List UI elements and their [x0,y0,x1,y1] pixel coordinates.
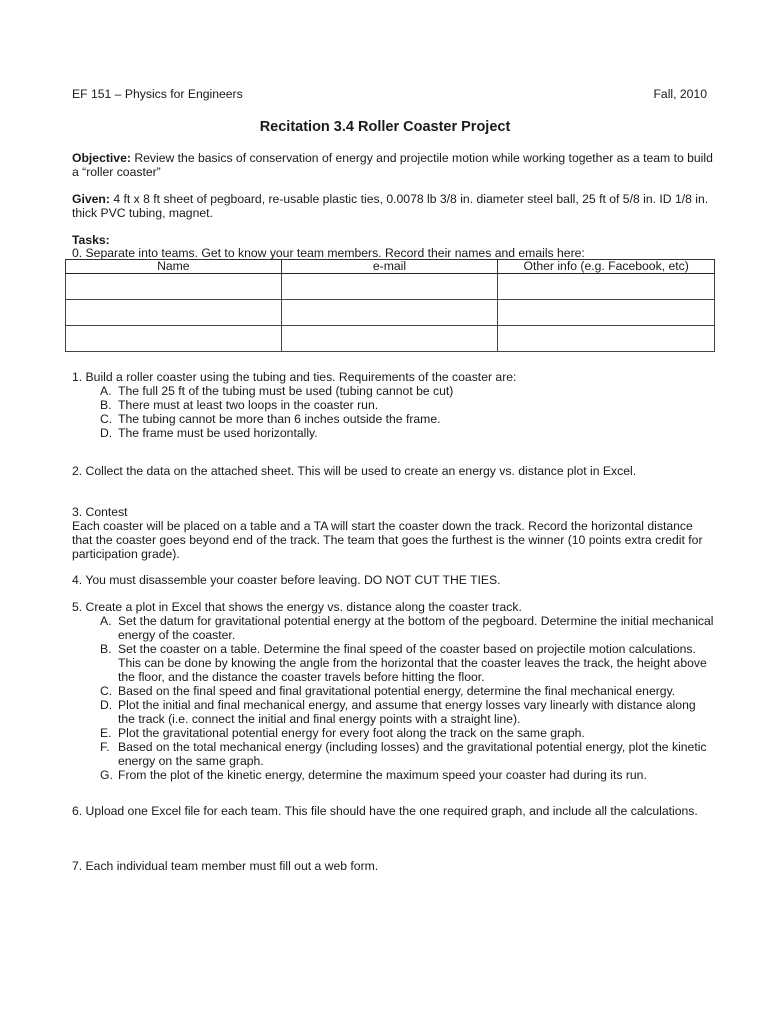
given-text: 4 ft x 8 ft sheet of pegboard, re-usable plastic ties, 0.0078 lb 3/8 in. diameter steel ball, 25 ft of 5/8 in. ID 1/8 in. thick PVC tubing, magnet. [72,192,709,220]
table-header-row [66,260,715,274]
objective-label: Objective: [72,151,131,165]
list-item: C. Based on the final speed and final gravitational potential energy, determine the final mechanical energy. [100,684,676,698]
list-item: D. The frame must be used horizontally. [100,426,318,440]
term-header: Fall, 2010 [653,87,707,101]
task-7: 7. Each individual team member must fill out a web form. [72,859,379,873]
list-item: A. Set the datum for gravitational potential energy at the bottom of the pegboard. Determine the initial mechanical energy of the coaster. [100,614,714,642]
task-4: 4. You must disassemble your coaster before leaving. DO NOT CUT THE TIES. [72,573,501,587]
name-cell[interactable] [66,274,282,300]
table-row [66,300,715,326]
email-cell[interactable] [281,326,498,352]
task-0: 0. Separate into teams. Get to know your team members. Record their names and emails here: [72,246,585,260]
list-item: B. Set the coaster on a table. Determine the final speed of the coaster based on projectile motion calculations. This can be done by knowing the angle from the horizontal that the coaster leaves the track, the height above the floor, and the distance the coaster travels before hitting the floor. [100,642,707,684]
other-info-cell[interactable] [498,300,715,326]
column-header-other-info: Other info (e.g. Facebook, etc) [498,260,715,274]
task-2: 2. Collect the data on the attached sheet. This will be used to create an energy vs. distance plot in Excel. [72,464,637,478]
task-3-text: Each coaster will be placed on a table and a TA will start the coaster down the track. Record the horizontal distance that the coaster goes beyond end of the track. The team that goes the furthest is the winner (10 points extra credit for participation grade). [72,519,703,561]
list-item: C. The tubing cannot be more than 6 inches outside the frame. [100,412,441,426]
table-row [66,326,715,352]
task-3 [72,505,714,561]
list-item: G. From the plot of the kinetic energy, determine the maximum speed your coaster had during its run. [100,768,647,782]
list-item: B. There must at least two loops in the coaster run. [100,398,379,412]
course-header: EF 151 – Physics for Engineers [72,87,243,101]
team-members-table [65,259,715,352]
name-cell[interactable] [66,326,282,352]
task-3-heading: 3. Contest [72,505,128,519]
task-1-requirements [72,384,714,440]
list-item: F. Based on the total mechanical energy (including losses) and the gravitational potential energy, plot the kinetic energy on the same graph. [100,740,707,768]
other-info-cell[interactable] [498,326,715,352]
task-5 [72,600,714,782]
task-1 [72,370,714,440]
table-row [66,274,715,300]
task-1-intro: 1. Build a roller coaster using the tubing and ties. Requirements of the coaster are: [72,370,517,384]
column-header-email: e-mail [281,260,498,274]
tasks-label: Tasks: [72,233,110,247]
page-title: Recitation 3.4 Roller Coaster Project [259,119,511,135]
list-item: D. Plot the initial and final mechanical energy, and assume that energy losses vary linearly with distance along the track (i.e. connect the initial and final energy points with a straight line). [100,698,696,726]
task-5-intro: 5. Create a plot in Excel that shows the energy vs. distance along the coaster track. [72,600,522,614]
list-item: A. The full 25 ft of the tubing must be used (tubing cannot be cut) [100,384,454,398]
name-cell[interactable] [66,300,282,326]
email-cell[interactable] [281,300,498,326]
objective-text: Review the basics of conservation of energy and projectile motion while working together as a team to build a “roller coaster” [72,151,713,179]
given-paragraph [72,192,714,220]
column-header-name: Name [66,260,282,274]
task-6: 6. Upload one Excel file for each team. This file should have the one required graph, and include all the calculations. [72,804,698,818]
task-5-steps [72,614,714,782]
email-cell[interactable] [281,274,498,300]
list-item: E. Plot the gravitational potential energy for every foot along the track on the same graph. [100,726,585,740]
objective-paragraph [72,151,714,179]
other-info-cell[interactable] [498,274,715,300]
given-label: Given: [72,192,110,206]
